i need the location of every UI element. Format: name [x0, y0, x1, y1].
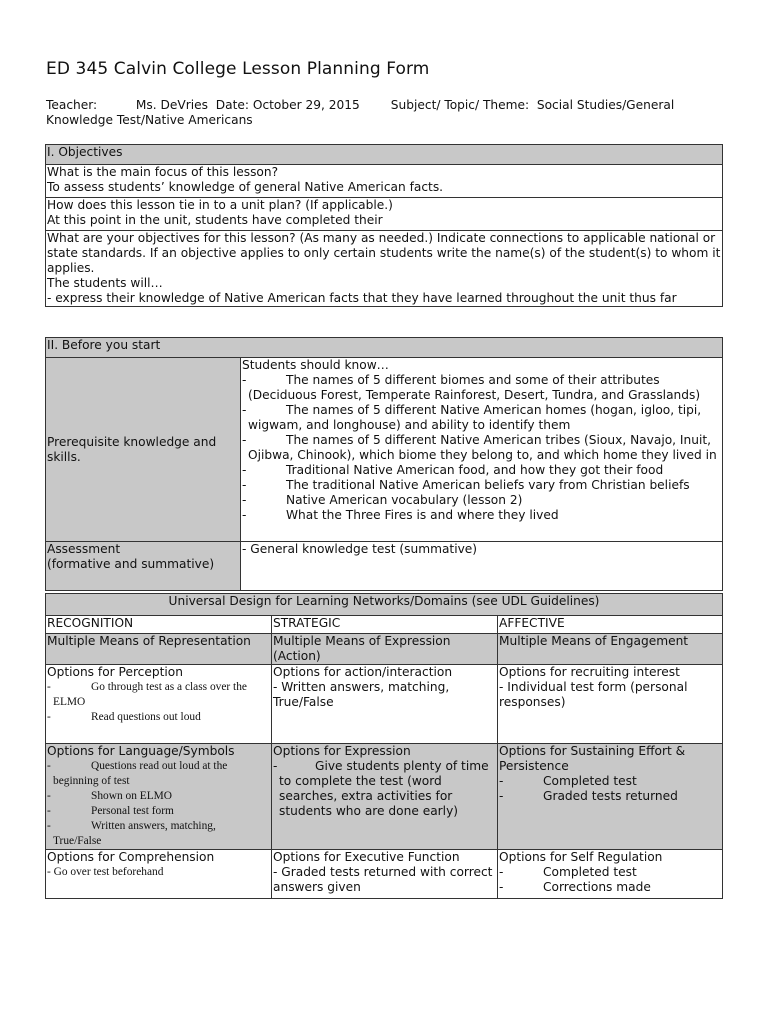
recruiting-cell	[498, 665, 723, 744]
expression-item-cont: searches, extra activities for	[279, 789, 453, 803]
udl-col-strategic: STRATEGIC	[272, 616, 498, 634]
udl-table	[45, 593, 723, 899]
perception-item: - Read questions out loud	[47, 710, 270, 725]
language-item-cont: True/False	[53, 835, 102, 847]
prereq-item: - The names of 5 different biomes and some of their attributes	[242, 373, 721, 388]
page-title: ED 345 Calvin College Lesson Planning Form	[46, 59, 430, 79]
means-representation: Multiple Means of Representation	[46, 634, 272, 665]
language-item-cont: beginning of test	[53, 775, 130, 787]
prereq-item-cont: wigwam, and longhouse) and ability to identify them	[248, 418, 571, 432]
objective-item: - express their knowledge of Native American facts that they have learned throughout the unit thus far	[47, 291, 677, 305]
action-text: - Written answers, matching, True/False	[273, 680, 450, 709]
expression-title: Options for Expression	[273, 744, 411, 758]
prereq-item-cont: Ojibwa, Chinook), which biome they belong to, and which home they lived in	[248, 448, 717, 462]
prereq-intro: Students should know…	[242, 358, 389, 372]
prereq-item: - The traditional Native American beliefs vary from Christian beliefs	[242, 478, 721, 493]
lesson-header	[46, 98, 726, 128]
comprehension-cell	[46, 850, 272, 899]
prereq-cell	[241, 358, 723, 542]
perception-item: - Go through test as a class over the	[47, 680, 270, 695]
prereq-label: Prerequisite knowledge and skills.	[46, 358, 241, 542]
language-item: - Personal test form	[47, 804, 270, 819]
subject-label: Subject/ Topic/ Theme:	[390, 98, 530, 112]
udl-col-affective: AFFECTIVE	[498, 616, 723, 634]
recruiting-title: Options for recruiting interest	[499, 665, 680, 679]
comprehension-title: Options for Comprehension	[47, 850, 215, 864]
focus-cell	[46, 165, 723, 198]
recruiting-text: - Individual test form (personal responses)	[499, 680, 688, 709]
assessment-value: - General knowledge test (summative)	[241, 542, 723, 591]
unit-answer: At this point in the unit, students have completed their	[47, 213, 383, 227]
prereq-item: - Native American vocabulary (lesson 2)	[242, 493, 721, 508]
subject-value: Social Studies/General Knowledge Test/Native Americans	[46, 98, 675, 127]
objectives-question: What are your objectives for this lesson? (As many as needed.) Indicate connections to applicable national or state standards. If an objective applies to only certain students write the name(s) of the student(s) to whom it applies.	[47, 231, 721, 275]
udl-heading: Universal Design for Learning Networks/Domains (see UDL Guidelines)	[46, 594, 723, 616]
unit-question: How does this lesson tie in to a unit plan? (If applicable.)	[47, 198, 393, 212]
focus-question: What is the main focus of this lesson?	[47, 165, 279, 179]
prereq-item: - The names of 5 different Native American homes (hogan, igloo, tipi,	[242, 403, 721, 418]
self-regulation-item: - Corrections made	[499, 880, 721, 895]
sustaining-item: - Completed test	[499, 774, 721, 789]
prereq-item: - What the Three Fires is and where they lived	[242, 508, 721, 523]
before-table	[45, 337, 723, 591]
perception-item-cont: ELMO	[53, 696, 86, 708]
udl-col-recognition: RECOGNITION	[46, 616, 272, 634]
sustaining-title: Options for Sustaining Effort & Persistence	[499, 744, 686, 773]
comprehension-text: - Go over test beforehand	[47, 866, 164, 878]
language-item: - Written answers, matching,	[47, 819, 270, 834]
objectives-table	[45, 144, 723, 307]
teacher-name: Ms. DeVries	[135, 98, 208, 112]
prereq-item-cont: (Deciduous Forest, Temperate Rainforest, Desert, Tundra, and Grasslands)	[248, 388, 701, 402]
sustaining-cell	[498, 744, 723, 850]
language-title: Options for Language/Symbols	[47, 744, 235, 758]
unit-cell	[46, 198, 723, 231]
perception-cell	[46, 665, 272, 744]
means-expression: Multiple Means of Expression (Action)	[272, 634, 498, 665]
executive-cell	[272, 850, 498, 899]
action-cell	[272, 665, 498, 744]
assessment-label-line1: Assessment	[47, 542, 121, 556]
assessment-label	[46, 542, 241, 591]
expression-item-cont: to complete the test (word	[279, 774, 442, 788]
before-heading: II. Before you start	[46, 338, 723, 358]
prereq-item: - Traditional Native American food, and how they got their food	[242, 463, 721, 478]
teacher-label: Teacher:	[46, 98, 98, 112]
self-regulation-item: - Completed test	[499, 865, 721, 880]
executive-title: Options for Executive Function	[273, 850, 460, 864]
self-regulation-title: Options for Self Regulation	[499, 850, 663, 864]
language-item: - Shown on ELMO	[47, 789, 270, 804]
objectives-cell	[46, 231, 723, 307]
objectives-heading: I. Objectives	[46, 145, 723, 165]
objectives-intro: The students will…	[47, 276, 163, 290]
expression-item-cont: students who are done early)	[279, 804, 459, 818]
focus-answer: To assess students’ knowledge of general Native American facts.	[47, 180, 444, 194]
language-cell	[46, 744, 272, 850]
expression-cell	[272, 744, 498, 850]
lesson-date: Date: October 29, 2015	[215, 98, 360, 112]
expression-item: - Give students plenty of time	[273, 759, 496, 774]
sustaining-item: - Graded tests returned	[499, 789, 721, 804]
action-title: Options for action/interaction	[273, 665, 453, 679]
assessment-label-line2: (formative and summative)	[47, 557, 215, 571]
perception-title: Options for Perception	[47, 665, 183, 679]
self-regulation-cell	[498, 850, 723, 899]
means-engagement: Multiple Means of Engagement	[498, 634, 723, 665]
executive-text: - Graded tests returned with correct answers given	[273, 865, 493, 894]
prereq-item: - The names of 5 different Native American tribes (Sioux, Navajo, Inuit,	[242, 433, 721, 448]
language-item: - Questions read out loud at the	[47, 759, 270, 774]
